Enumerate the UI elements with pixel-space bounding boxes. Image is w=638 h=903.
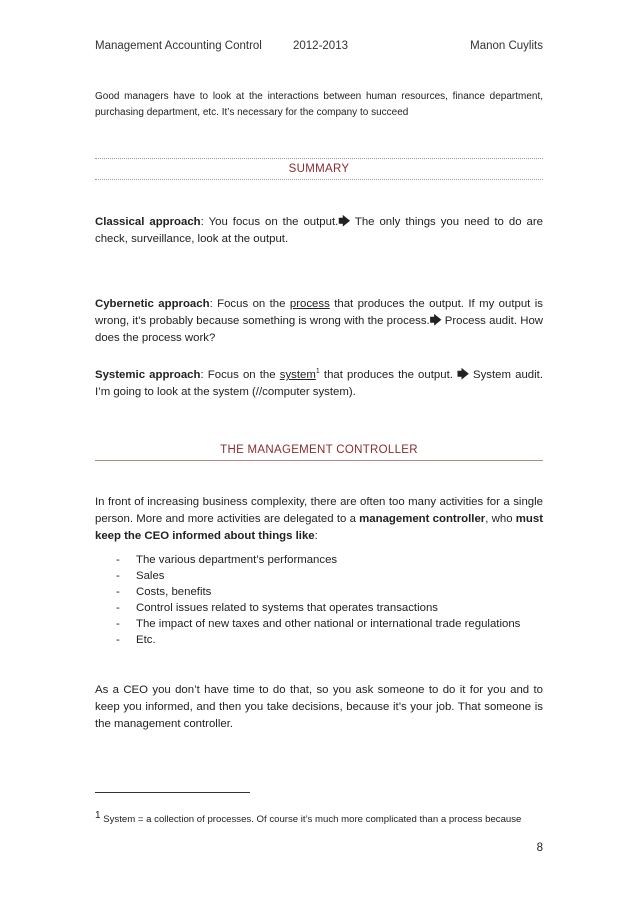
footnote-reference[interactable]: 1 bbox=[315, 368, 320, 376]
systemic-approach-label: Systemic approach bbox=[95, 369, 201, 381]
management-controller-heading: THE MANAGEMENT CONTROLLER bbox=[220, 444, 418, 456]
list-item: - Control issues related to systems that operates transactions bbox=[116, 602, 438, 614]
systemic-approach-paragraph: Systemic approach: Focus on the system$^1$ that produces the output. 🡆 System audit. I’m going to look at the system (//computer system). bbox=[95, 368, 543, 398]
classical-approach-label: Classical approach bbox=[95, 216, 201, 228]
footnote-number: 1 bbox=[95, 810, 101, 821]
arrow-icon: 🡆 bbox=[457, 369, 469, 381]
header-course-title: Management Accounting Control bbox=[95, 40, 262, 52]
list-item: - The various department’s performances bbox=[116, 554, 338, 566]
list-item: - The impact of new taxes and other national or international trade regulations bbox=[116, 618, 521, 630]
summary-heading: SUMMARY bbox=[288, 163, 350, 175]
header-author: Manon Cuylits bbox=[470, 40, 543, 52]
classical-approach-paragraph: Classical approach: You focus on the output.🡆 The only things you need to do are check, surveillance, look at the output. bbox=[95, 216, 543, 245]
footnote bbox=[95, 810, 543, 825]
list-item: - Etc. bbox=[116, 634, 156, 646]
footnote-separator bbox=[95, 792, 250, 793]
list-item: - Sales bbox=[116, 570, 165, 582]
summary-rule-bottom bbox=[95, 179, 543, 180]
cybernetic-approach-label: Cybernetic approach bbox=[95, 298, 210, 310]
list-item: - Costs, benefits bbox=[116, 586, 212, 598]
controller-paragraph-1: In front of increasing business complexity, there are often too many activities for a single person. More and more activities are delegated to a management controller, who must keep the CEO informed about things like: bbox=[95, 496, 543, 542]
cybernetic-approach-paragraph: Cybernetic approach: Focus on the process that produces the output. If my output is wrong, it’s probably because something is wrong with the process.🡆 Process audit. How does the process work? bbox=[95, 298, 543, 344]
summary-rule-top bbox=[95, 158, 543, 159]
duties-list bbox=[116, 552, 546, 648]
header-year: 2012-2013 bbox=[293, 40, 348, 52]
arrow-icon: 🡆 bbox=[338, 216, 351, 228]
management-controller-rule bbox=[95, 460, 543, 461]
system-underlined: system bbox=[279, 369, 316, 381]
arrow-icon: 🡆 bbox=[429, 315, 442, 327]
page-number: 8 bbox=[536, 842, 543, 854]
controller-paragraph-2: As a CEO you don’t have time to do that, so you ask someone to do it for you and to keep you informed, and then you take decisions, because it’s your job. That someone is the management controller. bbox=[95, 684, 543, 730]
intro-paragraph: Good managers have to look at the interactions between human resources, finance department, purchasing department, etc. It’s necessary for the company to succeed bbox=[95, 91, 543, 118]
footnote-text: System = a collection of processes. Of course it’s much more complicated than a process because bbox=[100, 814, 522, 826]
process-underlined: process bbox=[289, 298, 330, 310]
